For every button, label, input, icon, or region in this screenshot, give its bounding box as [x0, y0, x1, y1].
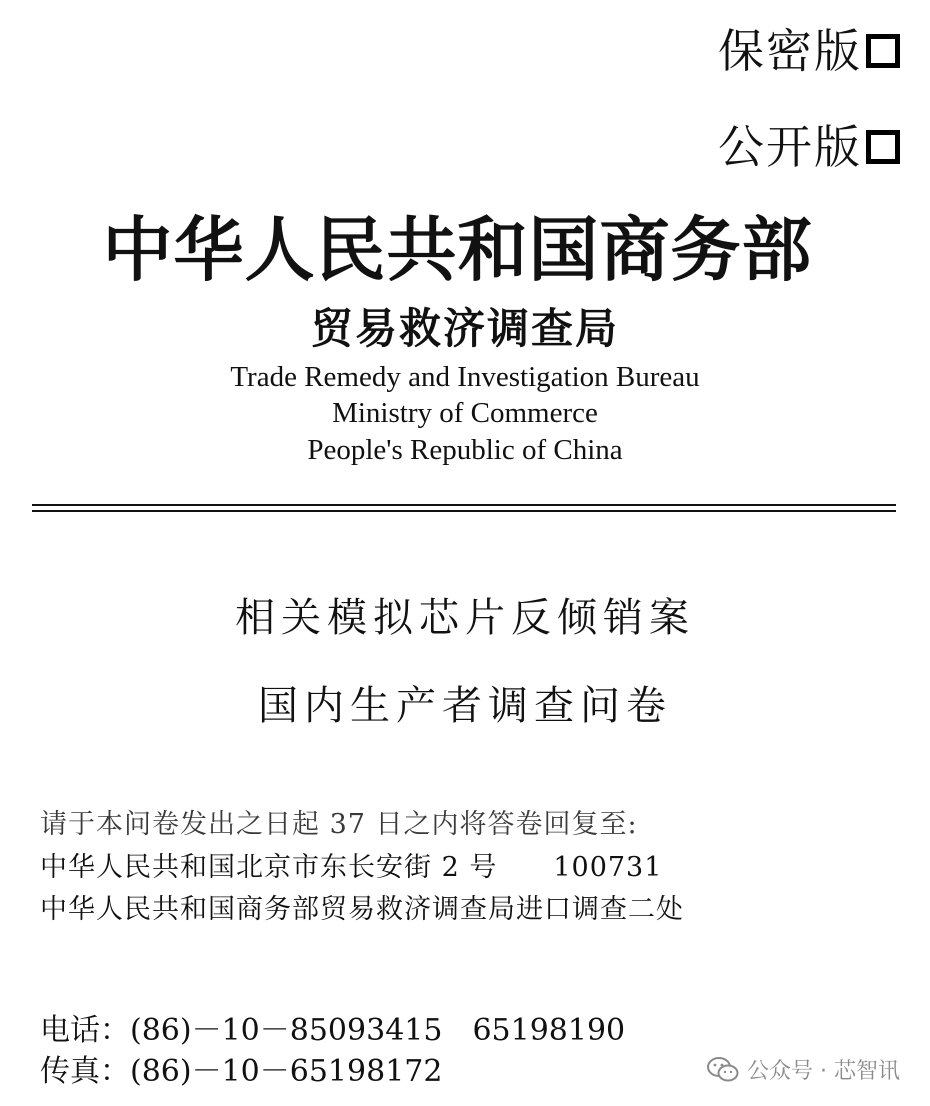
confidential-version-label: 保密版: [718, 24, 862, 78]
return-instruction: 请于本问卷发出之日起 37 日之内将答卷回复至:: [40, 809, 638, 840]
ministry-title-en: Ministry of Commerce: [332, 397, 598, 429]
checkbox-icon: [866, 130, 900, 164]
return-address: 中华人民共和国北京市东长安街 2 号 100731: [40, 852, 663, 883]
bureau-title-en: Trade Remedy and Investigation Bureau: [230, 361, 700, 393]
phone-line: 电话：(86)－10－85093415 65198190: [40, 1013, 626, 1048]
country-title-en: People's Republic of China: [307, 434, 623, 466]
return-office: 中华人民共和国商务部贸易救济调查局进口调查二处: [40, 894, 684, 925]
ministry-title-cn: 中华人民共和国商务部: [102, 209, 813, 291]
wechat-icon: [707, 1056, 739, 1084]
watermark: [707, 1054, 900, 1085]
confidential-version-checkbox: [718, 24, 900, 78]
watermark-text: 公众号 · 芯智讯: [747, 1059, 900, 1084]
bureau-title-cn: 贸易救济调查局: [310, 304, 619, 353]
public-version-label: 公开版: [718, 120, 862, 174]
header-divider-top: [32, 504, 896, 506]
fax-line: 传真：(86)－10－65198172: [40, 1054, 443, 1089]
checkbox-icon: [866, 34, 900, 68]
questionnaire-title: 国内生产者调查问卷: [258, 683, 672, 729]
public-version-checkbox: [718, 120, 900, 174]
header-divider-bottom: [32, 510, 896, 512]
case-title: 相关模拟芯片反倾销案: [235, 595, 695, 641]
